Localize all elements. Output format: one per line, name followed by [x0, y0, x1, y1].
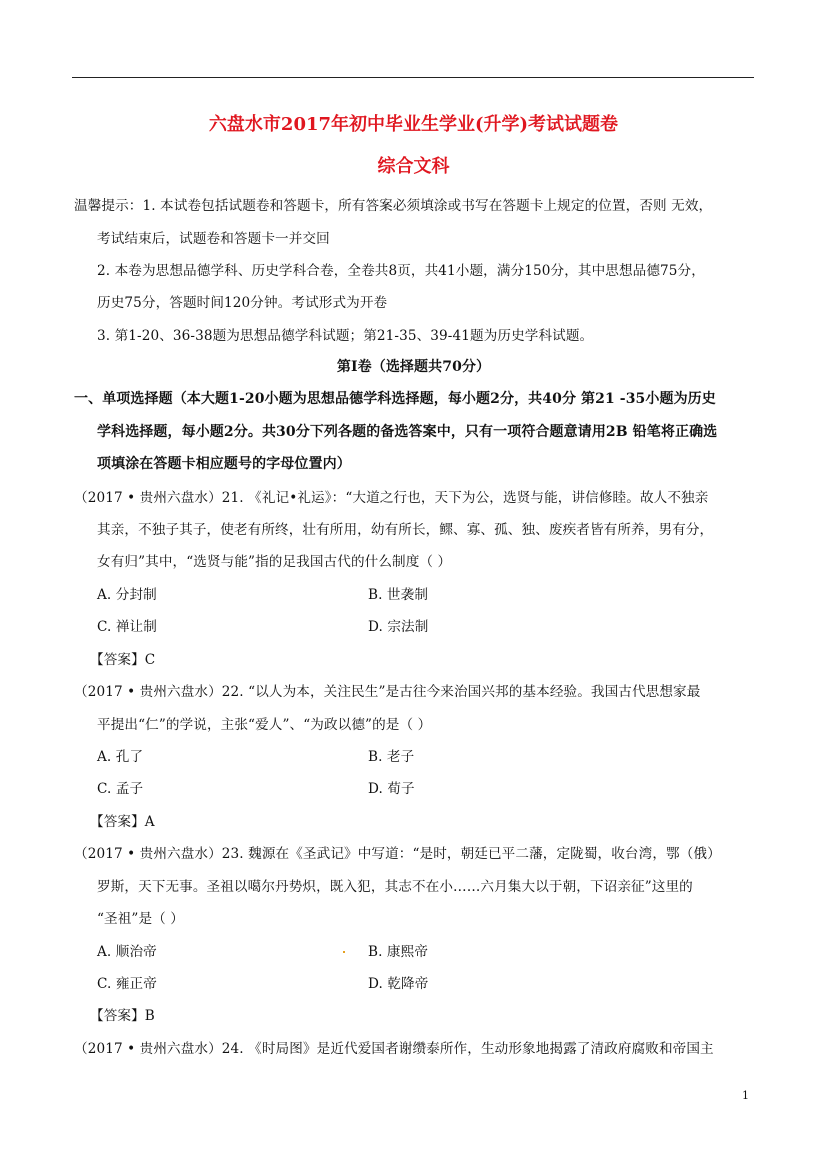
question-23-option-b: B. 康熙帝: [368, 944, 429, 960]
question-23-stem-1: （2017 • 贵州六盘水）23. 魏源在《圣武记》中写道：“是时，朝廷已平二藩，定陇蜀，收台湾，鄂（俄）: [74, 846, 721, 862]
notice-line-1: 温馨提示：1. 本试卷包括试题卷和答题卡，所有答案必须填涂或书写在答题卡上规定的位置，否则 无效，: [74, 198, 713, 214]
question-21-stem-3: 女有归”其中，“选贤与能”指的足我国古代的什么制度（ ）: [97, 554, 452, 570]
notice-line-2: 考试结束后，试题卷和答题卡一并交回: [97, 231, 330, 247]
ink-speck: [343, 951, 345, 953]
notice-line-5: 3. 第1-20、36-38题为思想品德学科试题；第21-35、39-41题为历史学科试题。: [97, 328, 594, 344]
question-23-option-c: C. 雍正帝: [97, 976, 157, 992]
notice-line-4: 历史75分，答题时间120分钟。考试形式为开卷: [97, 295, 388, 311]
header-rule: [72, 77, 754, 78]
question-22-stem-2: 平提出“仁”的学说，主张“爱人”、“为政以德”的是（ ）: [97, 717, 432, 733]
question-22-stem-1: （2017 • 贵州六盘水）22. “以人为本，关注民生”是古往今来治国兴邦的基本经验。我国古代思想家最: [74, 684, 701, 700]
question-22-option-c: C. 孟子: [97, 781, 144, 797]
question-21-stem-2: 其亲，不独子其子，使老有所终，壮有所用，幼有所长，鳏、寡、孤、独、废疾者皆有所养，男有分，: [97, 522, 714, 538]
question-21-option-a: A. 分封制: [97, 587, 157, 603]
section-instruction-3: 项填涂在答题卡相应题号的字母位置内）: [97, 456, 351, 472]
question-22-option-a: A. 孔了: [97, 749, 144, 765]
question-23-stem-2: 罗斯，天下无事。圣祖以噶尔丹势炽，既入犯，其志不在小……六月集大以于朝，下诏亲征”这里的: [97, 879, 693, 895]
section-instruction-1: 一、单项选择题（本大题1-20小题为思想品德学科选择题，每小题2分，共40分 第21 -35小题为历史: [74, 391, 716, 407]
question-21-option-c: C. 禅让制: [97, 619, 157, 635]
question-21-stem-1: （2017 • 贵州六盘水）21. 《礼记•礼运》：“大道之行也，天下为公，选贤与能，讲信修睦。故人不独亲: [74, 490, 709, 506]
question-21-option-d: D. 宗法制: [368, 619, 429, 635]
question-21-answer: 【答案】C: [90, 652, 156, 668]
page-number: 1: [742, 1089, 749, 1102]
question-23-option-d: D. 乾降帝: [368, 976, 429, 992]
section-heading: 第Ⅰ卷（选择题共70分）: [336, 359, 491, 375]
question-22-option-b: B. 老子: [368, 749, 415, 765]
exam-title: 六盘水市2017年初中毕业生学业(升学)考试试题卷: [208, 114, 619, 135]
question-23-answer: 【答案】B: [90, 1008, 155, 1024]
question-21-option-b: B. 世袭制: [368, 587, 429, 603]
notice-line-3: 2. 本卷为思想品德学科、历史学科合卷，全卷共8页，共41小题，满分150分，其中思想品德75分，: [97, 263, 705, 279]
question-24-stem-1: （2017 • 贵州六盘水）24. 《时局图》是近代爱国者谢缵泰所作，生动形象地揭露了清政府腐败和帝国主: [74, 1041, 714, 1057]
question-23-stem-3: “圣祖”是（ ）: [97, 911, 184, 927]
question-22-answer: 【答案】A: [90, 814, 155, 830]
section-instruction-2: 学科选择题，每小题2分。共30分下列各题的备选答案中，只有一项符合题意请用2B 铅笔将正确选: [97, 424, 718, 440]
question-23-option-a: A. 顺治帝: [97, 944, 157, 960]
exam-subtitle: 综合文科: [377, 156, 450, 177]
question-22-option-d: D. 荀子: [368, 781, 415, 797]
